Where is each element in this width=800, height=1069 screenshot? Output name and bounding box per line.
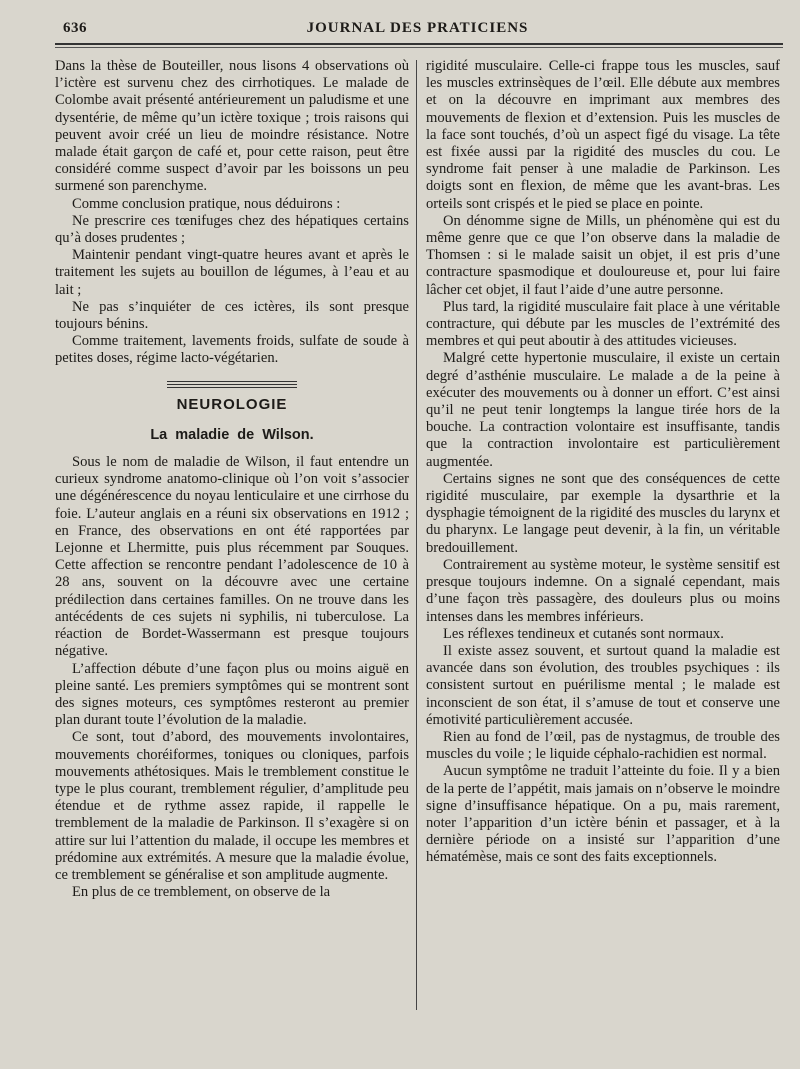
paragraph: Malgré cette hypertonie musculaire, il existe un certain degré d’asthénie musculaire. Le malade a de la peine à exécuter des mouvements ou à donner un effort. C’est ainsi qu’il ne peut tenir longtemps la langue tirée hors de la bouche. La contraction volontaire est insuffisante, tandis que la contraction involontaire est particulièrement augmentée. — [426, 350, 780, 470]
section-rule — [167, 381, 297, 388]
paragraph: Sous le nom de maladie de Wilson, il faut entendre un curieux syndrome anatomo-clinique où l’on voit s’associer une dégénérescence du noyau lenticulaire et une cirrhose du foie. L’auteur anglais en a réuni six observations en 1912 ; en France, des observations en ont été rapportées par Lejonne et Lhermitte, puis plus récemment par Souques. Cette affection se rencontre pendant l’adolescence de 10 à 28 ans, souvent on la découvre avec une certaine prédilection dans certaines familles. On ne trouve dans les antécédents de ces sujets ni syphilis, ni tuberculose. La réaction de Bordet-Wassermann est presque toujours négative. — [55, 454, 409, 660]
page-header — [55, 20, 780, 42]
journal-title: JOURNAL DES PRATICIENS — [306, 20, 529, 36]
header-rule — [55, 43, 783, 45]
paragraph: On dénomme signe de Mills, un phénomène qui est du même genre que ce que l’on observe dans la maladie de Thomsen : si le malade saisit un objet, il est pris d’une contracture spasmodique et douloureuse et, pour lui faire lâcher cet objet, il faut l’aide d’une autre personne. — [426, 212, 780, 298]
paragraph: Rien au fond de l’œil, pas de nystagmus, de trouble des muscles du voile ; le liquide céphalo-rachidien est normal. — [426, 728, 780, 763]
paragraph: Maintenir pendant vingt-quatre heures avant et après le traitement les sujets au bouillon de légumes, à l’eau et au lait ; — [55, 247, 409, 298]
paragraph: Aucun symptôme ne traduit l’atteinte du foie. Il y a bien de la perte de l’appétit, mais jamais on n’observe le moindre signe d’insuffisance hépatique. On a pu, mais rarement, noter l’apparition d’un ictère bénin et passager, et à la dernière période on a insisté sur l’apparition d’une hématémèse, mais ce sont des faits exceptionnels. — [426, 763, 780, 866]
paragraph: L’affection débute d’une façon plus ou moins aiguë en pleine santé. Les premiers symptômes qui se montrent sont des signes moteurs, ces symptômes resteront au premier plan durant toute l’évolution de la maladie. — [55, 660, 409, 729]
paragraph: Comme traitement, lavements froids, sulfate de soude à petites doses, régime lacto-végétarien. — [55, 333, 409, 367]
left-column — [55, 58, 409, 901]
paragraph: Ne pas s’inquiéter de ces ictères, ils sont presque toujours bénins. — [55, 298, 409, 333]
section-title: NEUROLOGIE — [176, 395, 288, 413]
article-title: La maladie de Wilson. — [150, 426, 314, 443]
paragraph: Certains signes ne sont que des conséquences de cette rigidité musculaire, par exemple la dysarthrie et la dysphagie témoignent de la rigidité des muscles du larynx et du pharynx. Le langage peut devenir, à la fin, un véritable bredouillement. — [426, 470, 780, 556]
paragraph: Ce sont, tout d’abord, des mouvements involontaires, mouvements choréiformes, toniques ou cloniques, parfois mouvements athétosiques. Mais le tremblement constitue le type le plus courant, tremblement régulier, d’amplitude peu étendue et de rythme assez rapide, il rappelle le tremblement de la maladie de Parkinson. Il s’exagère si on attire sur lui l’attention du malade, il occupe les membres et prédomine aux extrémités. A mesure que la maladie évolue, ce tremblement se généralise et son amplitude augmente. — [55, 729, 409, 883]
paragraph: Comme conclusion pratique, nous déduirons : — [72, 195, 341, 212]
paragraph: En plus de ce tremblement, on observe de la — [72, 884, 331, 901]
paragraph: Les réflexes tendineux et cutanés sont normaux. — [443, 625, 724, 642]
right-column — [426, 58, 780, 867]
column-divider — [416, 60, 417, 1010]
paragraph: Il existe assez souvent, et surtout quand la maladie est avancée dans son évolution, des troubles psychiques : ils consistent surtout en puérilisme mental ; le malade est inconscient de son état, il s’amuse de tout et conserve une émotivité particulièrement accusée. — [426, 642, 780, 728]
paragraph: rigidité musculaire. Celle-ci frappe tous les muscles, sauf les muscles extrinsèques de l’œil. Elle débute aux membres et on la découvre en imprimant aux membres des mouvements de flexion et d’extension. Puis les muscles de la face sont touchés, d’où un aspect figé du visage. La tête est fixée aussi par la rigidité des muscles du cou. Le syndrome fait penser à une maladie de Parkinson. Les doigts sont en flexion, de même que les avant-bras. Les orteils sont crispés et le pied se place en pointe. — [426, 58, 780, 212]
paragraph: Contrairement au système moteur, le système sensitif est presque toujours indemne. On a signalé cependant, mais d’une façon très passagère, des douleurs plus ou moins intenses dans les membres inférieurs. — [426, 556, 780, 625]
page-number: 636 — [63, 20, 87, 36]
header-rule-thin — [55, 47, 783, 48]
paragraph: Ne prescrire ces tœnifuges chez des hépatiques certains qu’à doses prudentes ; — [55, 212, 409, 247]
paragraph: Dans la thèse de Bouteiller, nous lisons 4 observations où l’ictère est survenu chez des cirrhotiques. Le malade de Colombe avait présenté antérieurement un paludisme et une dysentérie, de même qu’un ictère toxique ; trois raisons qui peuvent avoir créé un lieu de moindre résistance. Notre malade était garçon de café et, pour cette raison, peut être considéré comme suspect d’avoir par les boissons un peu surmené son parenchyme. — [55, 58, 409, 195]
paragraph: Plus tard, la rigidité musculaire fait place à une véritable contracture, qui débute par les muscles de l’extrémité des membres et qui peut aboutir à des attitudes vicieuses. — [426, 298, 780, 350]
